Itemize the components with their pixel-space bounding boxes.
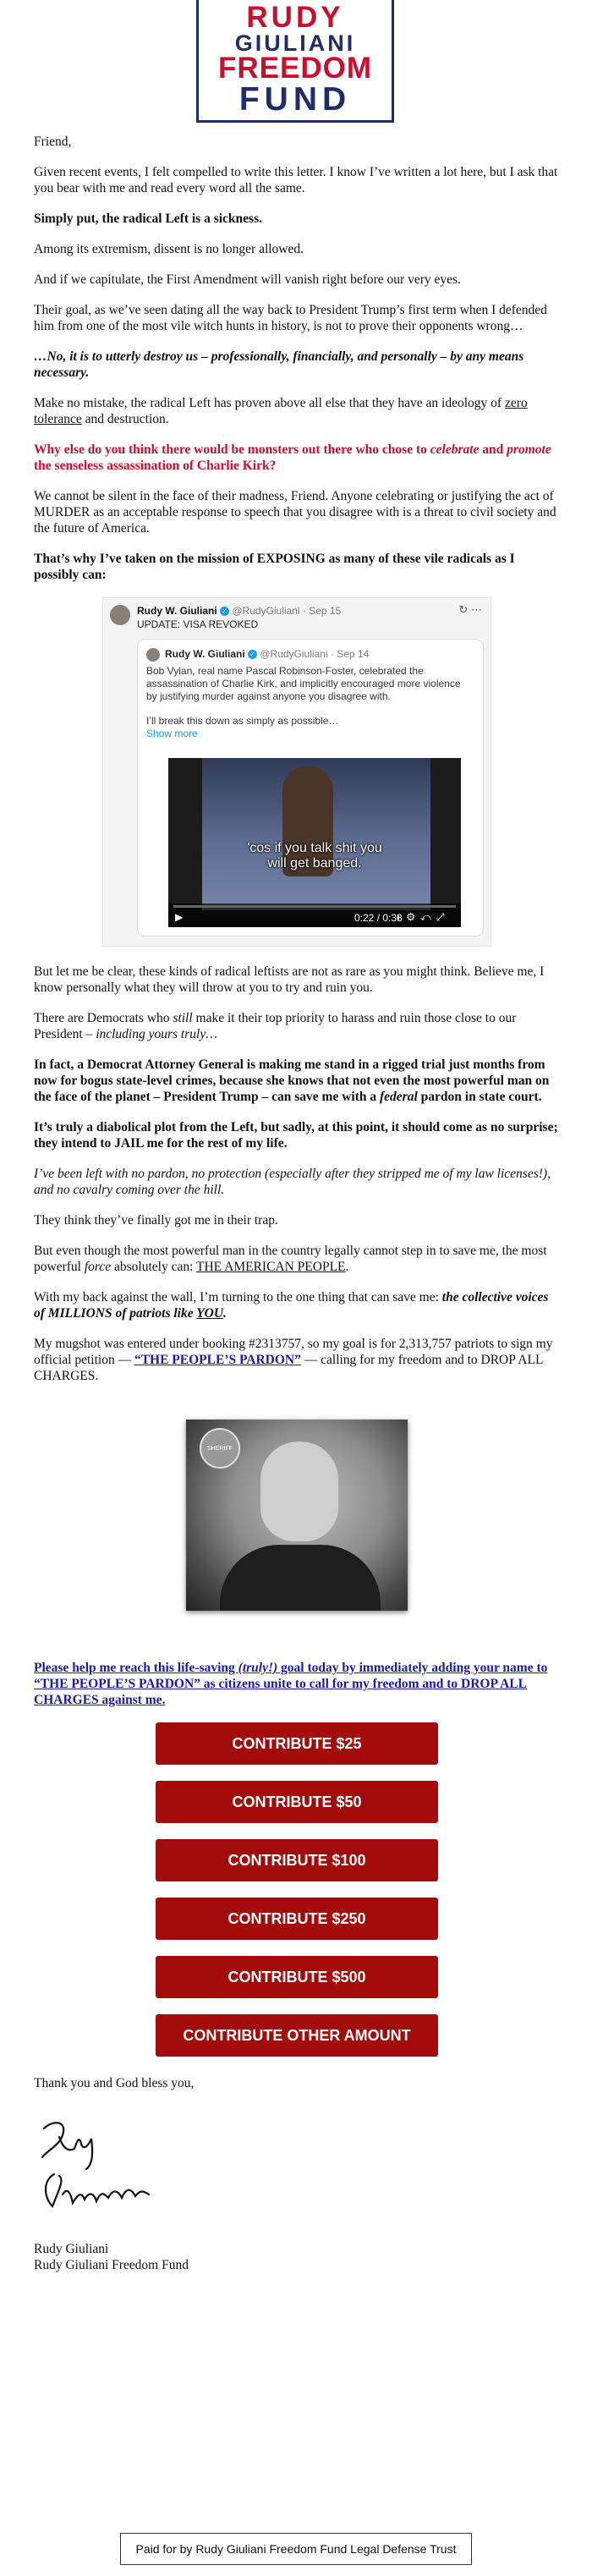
italic-text: force <box>84 1260 112 1274</box>
quoted-tweet[interactable] <box>137 639 484 936</box>
signature-name: Rudy Giuliani <box>34 2242 109 2256</box>
italic-text: (truly!) <box>238 1661 278 1675</box>
logo-line-rudy: RUDY <box>246 1 344 34</box>
quoted-handle: @RudyGiuliani · Sep 14 <box>260 648 370 660</box>
quoted-header <box>165 648 369 661</box>
text: Why else do you think there would be monsters out there who chose to <box>34 442 430 457</box>
paragraph <box>34 1057 560 1105</box>
play-icon[interactable]: ▶ <box>175 911 184 923</box>
contribute-500-button[interactable]: CONTRIBUTE $500 <box>156 1956 438 1998</box>
paragraph: And if we capitulate, the First Amendment will vanish right before our very eyes. <box>34 272 461 287</box>
handwritten-signature <box>34 2113 178 2222</box>
video-caption: 'cos if you talk shit you <box>247 841 382 855</box>
quoted-text: Bob Vylan, real name Pascal Robinson-Foster, celebrated the assassination of Charlie Kirk, and implicitly encouraged more violence by justifying murder against anyone you disagree with. <box>146 665 461 702</box>
mugshot-photo <box>186 1420 408 1611</box>
tweet-handle: @RudyGiuliani · Sep 15 <box>232 605 342 617</box>
paragraph: We cannot be silent in the face of their madness, Friend. Anyone celebrating or justifying the act of MURDER as an acceptable response to speech that you disagree with is a threat to civil society and the future of America. <box>34 489 556 536</box>
tweet-tools <box>458 603 482 616</box>
text: — calling for my freedom and to DROP ALL CHARGES. <box>34 1353 543 1383</box>
greeting: Friend, <box>34 135 72 149</box>
bold-text: That’s why I’ve taken on the mission of EXPOSING as many of these vile radicals as I possibly can: <box>34 552 515 582</box>
text: and destruction. <box>81 412 169 426</box>
verified-icon: ✓ <box>220 607 229 616</box>
text: . <box>345 1260 349 1274</box>
text: absolutely can: <box>111 1260 196 1274</box>
contribute-50-button[interactable]: CONTRIBUTE $50 <box>156 1781 438 1823</box>
text: With my back against the wall, I’m turning to the one thing that can save me: <box>34 1290 442 1304</box>
italic-text: including yours truly… <box>96 1027 217 1041</box>
video-player[interactable] <box>168 758 461 927</box>
text: My mugshot was entered under booking #2313757, so my goal is for 2,313,757 patriots to sign my official petition — <box>34 1337 553 1367</box>
tweet-text: UPDATE: VISA REVOKED <box>137 618 259 630</box>
bold-italic-text: …No, it is to utterly destroy us – professionally, financially, and personally – by any means necessary. <box>34 349 524 380</box>
text: Make no mistake, the radical Left has proven above all else that they have an ideology of <box>34 396 505 410</box>
signature-org: Rudy Giuliani Freedom Fund <box>34 2258 189 2272</box>
video-controls <box>168 904 461 927</box>
italic-text: promote <box>507 442 551 457</box>
underlined-text: YOU <box>196 1306 224 1321</box>
logo <box>196 0 394 123</box>
paragraph: Among its extremism, dissent is no longer allowed. <box>34 242 304 256</box>
text: In fact, a Democrat Attorney General is making me stand in a rigged trial just months from now for bogus state-level crimes, because she knows that not even the most powerful man on the face of the planet – President Trump – can save me with a <box>34 1057 550 1104</box>
quoted-text-2: I’ll break this down as simply as possible… <box>146 715 339 727</box>
quoted-body <box>146 665 468 740</box>
logo-line-fund: FUND <box>238 81 352 118</box>
text: make it their top priority to harass and ruin those close to our President – <box>34 1011 517 1041</box>
video-caption: will get banged. <box>267 856 362 871</box>
show-more-link[interactable]: Show more <box>146 728 198 739</box>
logo-line-giuliani: GIULIANI <box>234 30 356 56</box>
paragraph: They think they’ve finally got me in their trap. <box>34 1213 278 1228</box>
text: There are Democrats who <box>34 1011 173 1025</box>
paid-for-disclaimer: Paid for by Rudy Giuliani Freedom Fund Legal Defense Trust <box>120 2533 472 2565</box>
bold-text: Simply put, the radical Left is a sickness. <box>34 211 262 226</box>
video-control-icons[interactable]: ◖⚙⤺⤢ <box>395 911 450 923</box>
paragraph: But let me be clear, these kinds of radical leftists are not as rare as you might think. Believe me, I know personally what they will throw at you to try and ruin you. <box>34 964 545 995</box>
sheriff-badge-icon: SHERIFF <box>200 1428 240 1469</box>
paragraph <box>34 211 560 227</box>
paragraph <box>34 1119 560 1151</box>
paragraph <box>34 1010 560 1042</box>
mugshot-suit <box>220 1545 381 1611</box>
contribute-250-button[interactable]: CONTRIBUTE $250 <box>156 1898 438 1940</box>
petition-cta-link[interactable] <box>34 1660 560 1708</box>
paragraph <box>34 1336 560 1384</box>
paragraph <box>34 349 560 381</box>
text: Please help me reach this life-saving <box>34 1661 238 1675</box>
paragraph: Their goal, as we’ve seen dating all the way back to President Trump’s first term when I defended him from one of the most vile witch hunts in history, is not to prove their opponents wrong… <box>34 303 547 333</box>
paragraph: Given recent events, I felt compelled to write this letter. I know I’ve written a lot here, but I ask that you bear with me and read every word all the same. <box>34 165 558 195</box>
text: the senseless assassination of Charlie Kirk? <box>34 459 277 473</box>
italic-text: federal <box>380 1090 418 1104</box>
video-time: 0:22 / 0:33 <box>354 912 403 924</box>
text: and <box>479 442 507 457</box>
italic-text: I’ve been left with no pardon, no protection (especially after they stripped me of my law licenses!), and no cavalry coming over the hill. <box>34 1167 551 1197</box>
italic-text: still <box>173 1011 193 1025</box>
contribute-100-button[interactable]: CONTRIBUTE $100 <box>156 1839 438 1881</box>
bold-italic-text: the collective voices of MILLIONS of patriots like <box>34 1290 549 1321</box>
progress-bar[interactable] <box>173 905 456 908</box>
quoted-author: Rudy W. Giuliani <box>165 648 245 660</box>
text: pardon in state court. <box>417 1090 542 1104</box>
more-icon[interactable]: ⋯ <box>471 603 482 616</box>
logo-line-freedom: FREEDOM <box>218 52 372 85</box>
verified-icon: ✓ <box>248 650 257 659</box>
text: goal today by immediately adding your name to “THE PEOPLE’S PARDON” as citizens unite to call for my freedom and to DROP ALL CHARGES against me. <box>34 1661 548 1707</box>
closing: Thank you and God bless you, <box>34 2076 195 2090</box>
paragraph <box>34 551 560 583</box>
paragraph <box>34 1289 560 1321</box>
red-paragraph <box>34 442 560 474</box>
paragraph <box>34 1166 560 1198</box>
embedded-tweet[interactable] <box>102 597 491 947</box>
italic-text: celebrate <box>430 442 480 457</box>
avatar <box>110 605 130 625</box>
avatar <box>146 648 160 662</box>
underlined-text: THE AMERICAN PEOPLE <box>195 1260 346 1274</box>
underlined-text: zero tolerance <box>34 396 528 426</box>
paragraph <box>34 1243 560 1275</box>
tweet-author: Rudy W. Giuliani <box>137 605 217 617</box>
tweet-header <box>137 605 341 618</box>
contribute-other-button[interactable]: CONTRIBUTE OTHER AMOUNT <box>156 2014 438 2057</box>
contribute-25-button[interactable]: CONTRIBUTE $25 <box>156 1722 438 1765</box>
letter-body <box>34 134 560 2273</box>
text: . <box>223 1306 227 1321</box>
mugshot-head <box>260 1442 338 1541</box>
refresh-icon[interactable]: ↻ <box>458 603 469 616</box>
text: But even though the most powerful man in the country legally cannot step in to save me, the most powerful <box>34 1244 547 1274</box>
paragraph <box>34 395 560 427</box>
peoples-pardon-link[interactable]: “THE PEOPLE’S PARDON” <box>134 1353 301 1367</box>
bold-text: It’s truly a diabolical plot from the Left, but sadly, at this point, it should come as no surprise; they intend to JAIL me for the rest of my life. <box>34 1120 558 1151</box>
